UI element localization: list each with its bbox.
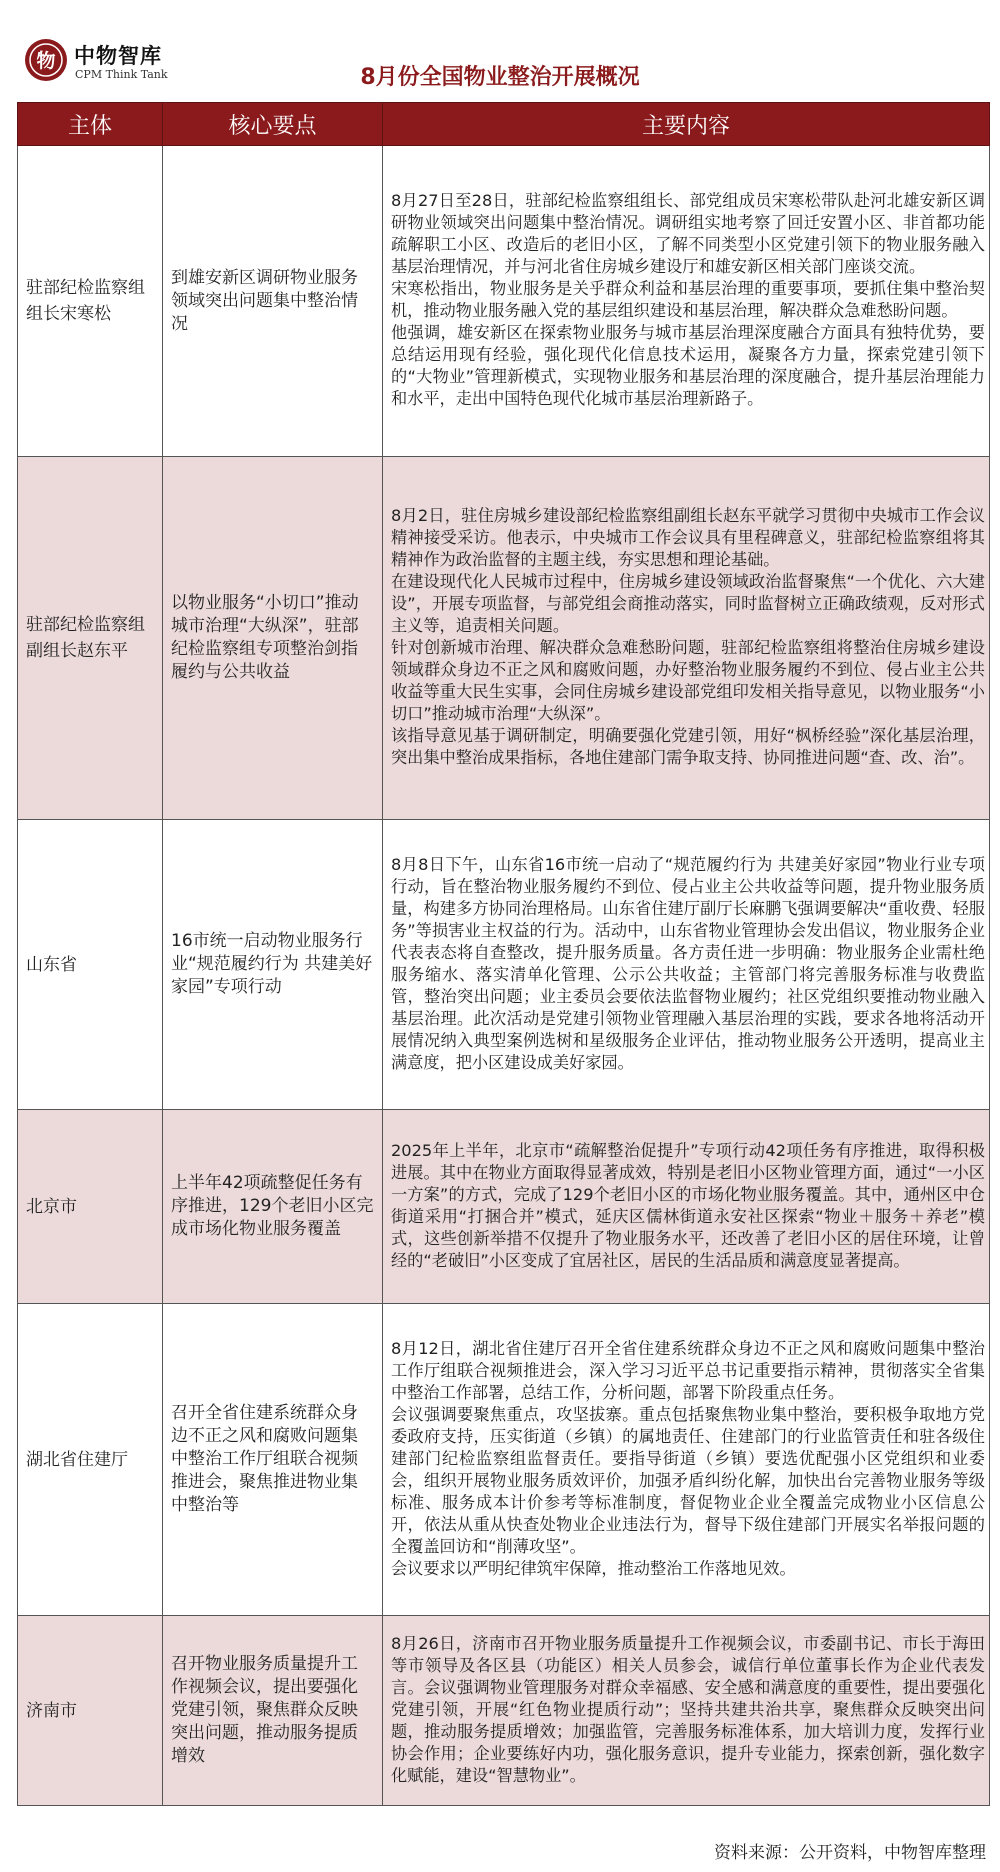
row-subject: 北京市 — [18, 1110, 163, 1304]
page-header — [0, 0, 1000, 100]
row-content — [383, 820, 990, 1110]
content-paragraph: 在建设现代化人民城市过程中，住房城乡建设领域政治监督聚焦“一个优化、六大建设”，开展专项监督，与部党组会商推动落实，同时监督树立正确政绩观，反对形式主义等，追责相关问题。 — [391, 572, 985, 635]
row-subject: 山东省 — [18, 820, 163, 1110]
table-row — [18, 457, 990, 820]
row-key-points: 以物业服务“小切口”推动城市治理“大纵深”，驻部纪检监察组专项整治剑指履约与公共收益 — [163, 457, 383, 820]
source-note: 资料来源：公开资料，中物智库整理 — [714, 1843, 986, 1863]
page-title: 8月份全国物业整治开展概况 — [360, 65, 640, 90]
content-paragraph: 宋寒松指出，物业服务是关乎群众利益和基层治理的重要事项，要抓住集中整治契机，推动物业服务融入党的基层组织建设和基层治理，解决群众急难愁盼问题。 — [391, 279, 985, 320]
content-paragraph: 该指导意见基于调研制定，明确要强化党建引领，用好“枫桥经验”深化基层治理，突出集中整治成果指标，各地住建部门需争取支持、协同推进问题“查、改、治”。 — [391, 726, 985, 767]
content-paragraph: 会议要求以严明纪律筑牢保障，推动整治工作落地见效。 — [391, 1558, 796, 1578]
header-content: 主要内容 — [383, 103, 990, 146]
rectification-table — [17, 102, 990, 1806]
row-content — [383, 1110, 990, 1304]
row-subject: 驻部纪检监察组副组长赵东平 — [18, 457, 163, 820]
brand-name-cn: 中物智库 — [74, 44, 162, 68]
row-subject: 驻部纪检监察组组长宋寒松 — [18, 146, 163, 457]
content-paragraph: 针对创新城市治理、解决群众急难愁盼问题，驻部纪检监察组将整治住房城乡建设领域群众身边不正之风和腐败问题，办好整治物业服务履约不到位、侵占业主公共收益等重大民生实事，会同住房城乡建设部党组印发相关指导意见，以物业服务“小切口”推动城市治理“大纵深”。 — [391, 638, 985, 723]
row-content — [383, 1616, 990, 1806]
content-paragraph: 8月27日至28日，驻部纪检监察组组长、部党组成员宋寒松带队赴河北雄安新区调研物业领域突出问题集中整治情况。调研组实地考察了回迁安置小区、非首都功能疏解职工小区、改造后的老旧小区，了解不同类型小区党建引领下的物业服务融入基层治理情况，并与河北省住房城乡建设厅和雄安新区相关部门座谈交流。 — [391, 191, 985, 276]
row-subject: 湖北省住建厅 — [18, 1304, 163, 1616]
content-paragraph: 8月12日，湖北省住建厅召开全省住建系统群众身边不正之风和腐败问题集中整治工作厅组联合视频推进会，深入学习习近平总书记重要指示精神，贯彻落实全省集中整治工作部署，总结工作，分析问题，部署下阶段重点任务。 — [391, 1338, 985, 1402]
table-header-row — [18, 103, 990, 146]
header-key-points: 核心要点 — [163, 103, 383, 146]
header-subject: 主体 — [18, 103, 163, 146]
content-paragraph: 2025年上半年，北京市“疏解整治促提升”专项行动42项任务有序推进，取得积极进展。其中在物业方面取得显著成效，特别是老旧小区物业管理方面，通过“一小区一方案”的方式，完成了129个老旧小区的市场化物业服务覆盖。其中，通州区中仓街道采用“打捆合并”模式，延庆区儒林街道永安社区探索“物业＋服务＋养老”模式，这些创新举措不仅提升了物业服务水平，还改善了老旧小区的居住环境，让曾经的“老破旧”小区变成了宜居社区，居民的生活品质和满意度显著提高。 — [391, 1140, 985, 1270]
row-subject: 济南市 — [18, 1616, 163, 1806]
row-key-points: 上半年42项疏整促任务有序推进，129个老旧小区完成市场化物业服务覆盖 — [163, 1110, 383, 1304]
content-paragraph: 8月2日，驻住房城乡建设部纪检监察组副组长赵东平就学习贯彻中央城市工作会议精神接受采访。他表示，中央城市工作会议具有里程碑意义，驻部纪检监察组将其精神作为政治监督的主题主线，夯实思想和理论基础。 — [391, 506, 985, 569]
brand-name-en: CPM Think Tank — [75, 68, 168, 81]
row-content — [383, 146, 990, 457]
row-key-points: 召开物业服务质量提升工作视频会议，提出要强化党建引领，聚焦群众反映突出问题，推动服务提质增效 — [163, 1616, 383, 1806]
content-paragraph: 8月8日下午，山东省16市统一启动了“规范履约行为 共建美好家园”物业行业专项行动，旨在整治物业服务履约不到位、侵占业主公共收益等问题，提升物业服务质量，构建多方协同治理格局。山东省住建厅副厅长麻鹏飞强调要解决“重收费、轻服务”等损害业主权益的行为。活动中，山东省物业管理协会发出倡议，物业服务企业代表表态将自查整改，提升服务质量。各方责任进一步明确：物业服务企业需杜绝服务缩水、落实清单化管理、公示公共收益；主管部门将完善服务标准与收费监管，整治突出问题；业主委员会要依法监督物业履约；社区党组织要推动物业融入基层治理。此次活动是党建引领物业管理融入基层治理的实践，要求各地将活动开展情况纳入典型案例选树和星级服务企业评估，推动物业服务公开透明，提高业主满意度，把小区建设成美好家园。 — [391, 854, 985, 1072]
row-key-points: 16市统一启动物业服务行业“规范履约行为 共建美好家园”专项行动 — [163, 820, 383, 1110]
table-row — [18, 146, 990, 457]
table-row — [18, 1616, 990, 1806]
content-paragraph: 会议强调要聚焦重点，攻坚拔寨。重点包括聚焦物业集中整治，要积极争取地方党委政府支持，压实街道（乡镇）的属地责任、住建部门的行业监管责任和驻各级住建部门纪检监察组监督责任。要指导街道（乡镇）要选优配强小区党组织和业委会，组织开展物业服务质效评价，加强矛盾纠纷化解，加快出台完善物业服务等级标准、服务成本计价参考等标准制度，督促物业企业全覆盖完成物业小区信息公开，依法从重从快查处物业企业违法行为，督导下级住建部门开展实名举报问题的全覆盖回访和“削薄攻坚”。 — [391, 1404, 985, 1556]
content-paragraph: 他强调，雄安新区在探索物业服务与城市基层治理深度融合方面具有独特优势，要总结运用现有经验，强化现代化信息技术运用，凝聚各方力量，探索党建引领下的“大物业”管理新模式，实现物业服务和基层治理的深度融合，提升基层治理能力和水平，走出中国特色现代化城市基层治理新路子。 — [391, 323, 985, 408]
row-key-points: 召开全省住建系统群众身边不正之风和腐败问题集中整治工作厅组联合视频推进会，聚焦推进物业集中整治等 — [163, 1304, 383, 1616]
row-content — [383, 457, 990, 820]
table-row — [18, 1304, 990, 1616]
row-content — [383, 1304, 990, 1616]
logo-glyph: 物 — [36, 50, 56, 72]
content-paragraph: 8月26日，济南市召开物业服务质量提升工作视频会议，市委副书记、市长于海田等市领导及各区县（功能区）相关人员参会，诚信行单位董事长作为企业代表发言。会议强调物业管理服务对群众幸福感、安全感和满意度的重要性，提出要强化党建引领，开展“红色物业提质行动”；坚持共建共治共享，聚焦群众反映突出问题，推动服务提质增效；加强监管，完善服务标准体系，加大培训力度，发挥行业协会作用；企业要练好内功，强化服务意识，提升专业能力，探索创新，强化数字化赋能，建设“智慧物业”。 — [391, 1633, 985, 1785]
row-key-points: 到雄安新区调研物业服务领域突出问题集中整治情况 — [163, 146, 383, 457]
table-row — [18, 820, 990, 1110]
table-row — [18, 1110, 990, 1304]
